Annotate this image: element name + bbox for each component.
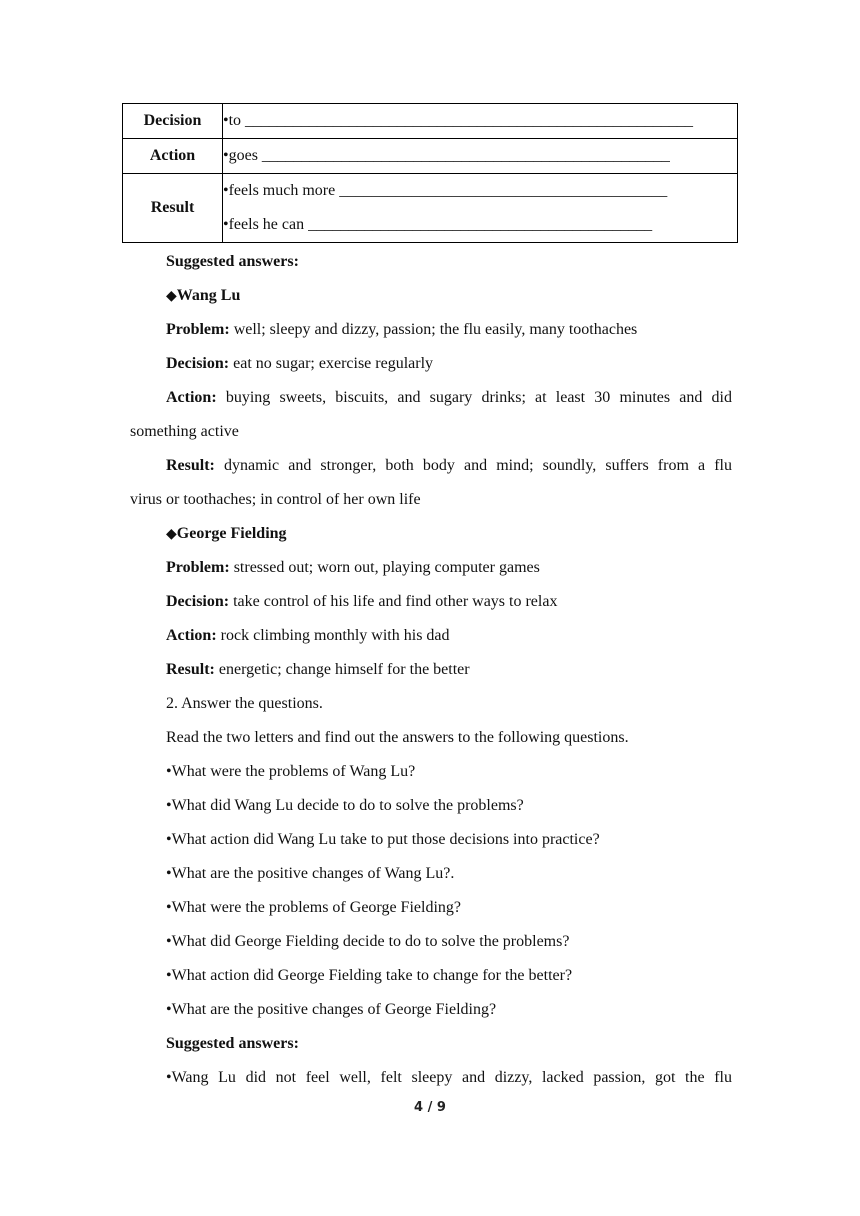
question-item: •What are the positive changes of George Fielding? <box>166 1001 497 1018</box>
wang-lu-result: Result: dynamic and stronger, both body and mind; soundly, suffers from a flu <box>166 457 732 474</box>
question-item: •What action did Wang Lu take to put those decisions into practice? <box>166 831 600 848</box>
wang-lu-name: Wang Lu <box>176 287 241 304</box>
wang-lu-action-cont: something active <box>130 423 239 440</box>
worksheet-table <box>122 103 738 243</box>
george-problem: Problem: stressed out; worn out, playing computer games <box>166 559 540 576</box>
question-item: •What action did George Fielding take to change for the better? <box>166 967 573 984</box>
question-item: •What were the problems of George Fielding? <box>166 899 461 916</box>
task-2-title: 2. Answer the questions. <box>166 695 323 712</box>
task-2-instruction: Read the two letters and find out the answers to the following questions. <box>166 729 629 746</box>
result-blank-line-1: •feels much more _________________________________________ <box>223 182 668 199</box>
body-text <box>130 245 732 1095</box>
table-row-action <box>123 139 738 174</box>
george-name: George Fielding <box>176 525 287 542</box>
suggested-answers-heading-2: Suggested answers: <box>166 1035 299 1052</box>
wang-lu-result-cont: virus or toothaches; in control of her own life <box>130 491 421 508</box>
wang-lu-action: Action: buying sweets, biscuits, and sugary drinks; at least 30 minutes and did <box>166 389 732 406</box>
wang-lu-problem: Problem: well; sleepy and dizzy, passion; the flu easily, many toothaches <box>166 321 638 338</box>
george-result: Result: energetic; change himself for the better <box>166 661 470 678</box>
george-decision: Decision: take control of his life and find other ways to relax <box>166 593 558 610</box>
question-item: •What did Wang Lu decide to do to solve the problems? <box>166 797 524 814</box>
row-label-action: Action <box>123 139 223 174</box>
table-row-decision <box>123 104 738 139</box>
question-item: •What were the problems of Wang Lu? <box>166 763 416 780</box>
george-action: Action: rock climbing monthly with his dad <box>166 627 450 644</box>
suggested-answers-heading: Suggested answers: <box>166 253 299 270</box>
answer-line: •Wang Lu did not feel well, felt sleepy and dizzy, lacked passion, got the flu <box>166 1069 732 1086</box>
table-row-result <box>123 174 738 243</box>
page-number: 4 / 9 <box>414 1100 446 1115</box>
decision-blank-line: •to ________________________________________________________ <box>223 112 694 129</box>
question-item: •What did George Fielding decide to do to solve the problems? <box>166 933 570 950</box>
question-item: •What are the positive changes of Wang Lu?. <box>166 865 455 882</box>
wang-lu-decision: Decision: eat no sugar; exercise regularly <box>166 355 434 372</box>
george-heading <box>130 517 732 551</box>
row-label-decision: Decision <box>123 104 223 139</box>
diamond-bullet-icon: ◆ <box>166 526 177 542</box>
action-blank-line: •goes ___________________________________________________ <box>223 147 670 164</box>
result-blank-line-2: •feels he can ___________________________________________ <box>223 216 653 233</box>
row-label-result: Result <box>123 174 223 243</box>
diamond-bullet-icon: ◆ <box>166 288 177 304</box>
wang-lu-heading <box>130 279 732 313</box>
